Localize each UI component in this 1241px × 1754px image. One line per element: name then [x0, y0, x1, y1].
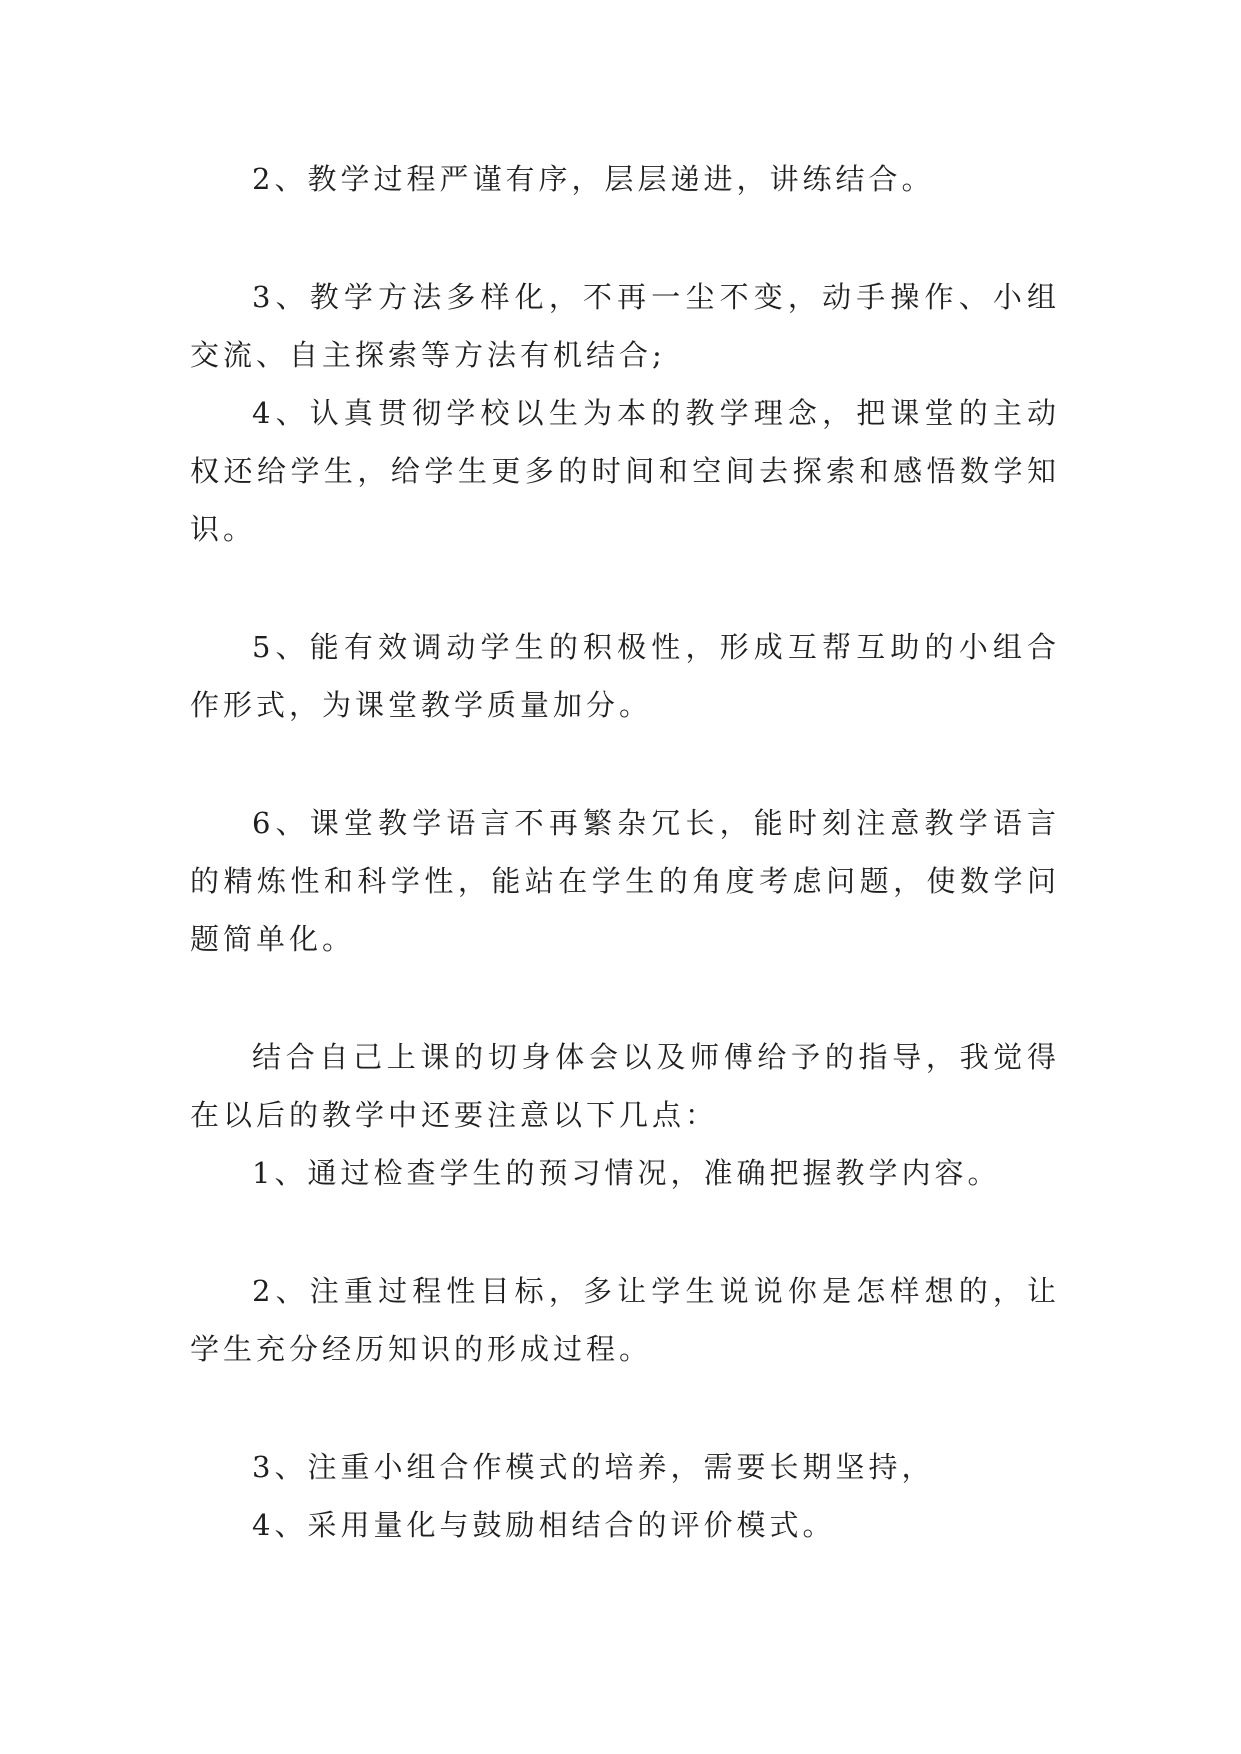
- paragraph: 3、注重小组合作模式的培养，需要长期坚持，: [252, 1450, 935, 1484]
- paragraph: 结合自己上课的切身体会以及师傅给予的指导，我觉得在以后的教学中还要注意以下几点：: [190, 1040, 1060, 1132]
- paragraph: 3、教学方法多样化，不再一尘不变，动手操作、小组交流、自主探索等方法有机结合;: [190, 280, 1060, 372]
- document-body: [190, 150, 1060, 1554]
- paragraph: 1、通过检查学生的预习情况，准确把握教学内容。: [252, 1156, 1001, 1190]
- paragraph: 6、课堂教学语言不再繁杂冗长，能时刻注意教学语言的精炼性和科学性，能站在学生的角度考虑问题，使数学问题简单化。: [190, 806, 1060, 956]
- paragraph: 5、能有效调动学生的积极性，形成互帮互助的小组合作形式，为课堂教学质量加分。: [190, 630, 1060, 722]
- paragraph: 4、采用量化与鼓励相结合的评价模式。: [252, 1508, 836, 1542]
- paragraph: 2、注重过程性目标，多让学生说说你是怎样想的，让学生充分经历知识的形成过程。: [190, 1274, 1060, 1366]
- paragraph: 2、教学过程严谨有序，层层递进，讲练结合。: [252, 162, 935, 196]
- paragraph: 4、认真贯彻学校以生为本的教学理念，把课堂的主动权还给学生，给学生更多的时间和空间去探索和感悟数学知识。: [190, 396, 1060, 546]
